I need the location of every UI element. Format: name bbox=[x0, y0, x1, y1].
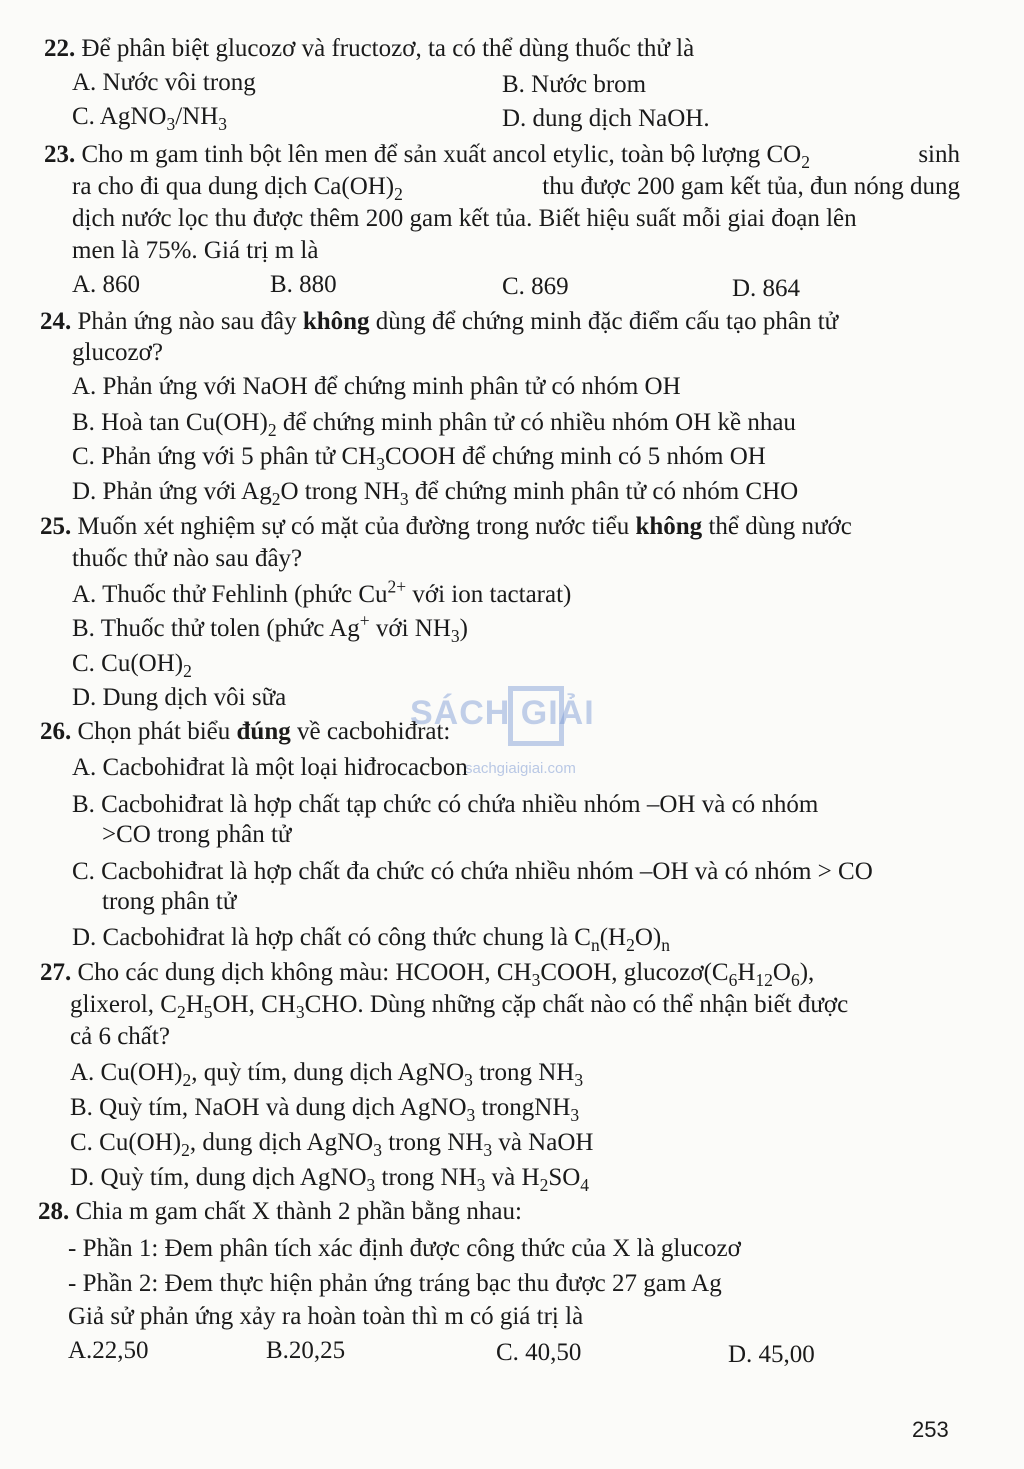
question-23-line-2: ra cho đi qua dung dịch $Ca(OH)_2$ thu được 200 gam kết tủa, đun nóng dung bbox=[72, 173, 960, 204]
option-28-b: B.20,25 bbox=[266, 1337, 346, 1364]
question-27-line-1: 27. Cho các dung dịch không màu: HCOOH, $CH_3COOH$, $glucozơ(C_6H_{12}O_6)$, bbox=[40, 959, 815, 990]
option-23-a: A. 860 bbox=[72, 271, 141, 298]
option-26-d: D. Cacbohiđrat là hợp chất có công thức chung là $C_n(H_2O)_n$ bbox=[72, 924, 671, 955]
option-22-a: A. Nước vôi trong bbox=[72, 69, 256, 96]
question-number: 24. bbox=[40, 308, 72, 335]
option-27-d: D. Quỳ tím, dung dịch AgNO$_3$ trong $NH_3$ và $H_2SO_4$ bbox=[70, 1164, 590, 1195]
question-28-part-2: - Phần 2: Đem thực hiện phản ứng tráng bạc thu được 27 gam Ag bbox=[68, 1270, 722, 1297]
question-23-line-3: dịch nước lọc thu được thêm 200 gam kết tủa. Biết hiệu suất mỗi giai đoạn lên bbox=[72, 205, 857, 232]
question-28-part-1: - Phần 1: Đem phân tích xác định được công thức của X là glucozơ bbox=[68, 1235, 741, 1262]
option-23-c: C. 869 bbox=[502, 273, 569, 300]
watermark-brand: SÁCH GIẢI bbox=[410, 694, 595, 732]
option-27-b: B. Quỳ tím, NaOH và dung dịch AgNO$_3$ trongNH$_3$ bbox=[70, 1094, 580, 1125]
option-28-a: A.22,50 bbox=[68, 1337, 149, 1364]
question-23-line-1: 23. Cho m gam tinh bột lên men để sản xuất ancol etylic, toàn bộ lượng $CO_2$ sinh bbox=[44, 141, 960, 172]
option-26-b-line-1: B. Cacbohiđrat là hợp chất tạp chức có chứa nhiều nhóm –OH và có nhóm bbox=[72, 791, 819, 818]
option-22-d: D. dung dịch NaOH. bbox=[502, 105, 710, 132]
question-23-line-4: men là 75%. Giá trị m là bbox=[72, 237, 319, 264]
question-24-line-2: glucozơ? bbox=[72, 339, 163, 366]
question-22-stem bbox=[44, 34, 694, 64]
question-number: 26. bbox=[40, 718, 72, 745]
question-25-line-2: thuốc thử nào sau đây? bbox=[72, 545, 303, 572]
option-26-c-line-1: C. Cacbohiđrat là hợp chất đa chức có chứa nhiều nhóm –OH và có nhóm > CO bbox=[72, 858, 873, 885]
option-24-a: A. Phản ứng với NaOH để chứng minh phân tử có nhóm OH bbox=[72, 373, 681, 400]
option-24-b: B. Hoà $\tan Cu(OH)_2$ để chứng minh phân tử có nhiều nhóm OH kề nhau bbox=[72, 409, 796, 440]
option-27-c: C. $Cu(OH)_2$, dung dịch AgNO$_3$ trong $NH_3$ và NaOH bbox=[70, 1129, 594, 1160]
question-27-line-3: cả 6 chất? bbox=[70, 1023, 170, 1050]
option-25-a: A. Thuốc thử Fehlinh (phức $Cu^{2+}$ với ion tactarat) bbox=[72, 576, 572, 608]
question-26-line-1: 26. Chọn phát biểu đúng về cacbohiđrat: bbox=[40, 718, 451, 745]
option-28-c: C. 40,50 bbox=[496, 1339, 582, 1366]
option-25-d: D. Dung dịch vôi sữa bbox=[72, 684, 287, 711]
option-22-c: C. $AgNO_3/NH_3$ bbox=[72, 103, 228, 134]
option-27-a: A. $Cu(OH)_2$, quỳ tím, dung dịch AgNO$_3$ trong $NH_3$ bbox=[70, 1059, 584, 1090]
option-22-b: B. Nước brom bbox=[502, 71, 647, 98]
question-27-line-2: glixerol, $C_2H_5OH$, $CH_3CHO$. Dùng những cặp chất nào có thể nhận biết được bbox=[70, 991, 849, 1022]
question-25-line-1: 25. Muốn xét nghiệm sự có mặt của đường trong nước tiểu không thể dùng nước bbox=[40, 513, 852, 540]
question-number: 28. bbox=[38, 1198, 70, 1225]
question-28-line-1: 28. Chia m gam chất X thành 2 phần bằng nhau: bbox=[38, 1198, 522, 1225]
question-text: Để phân biệt glucozơ và fructozơ, ta có thể dùng thuốc thử là bbox=[81, 35, 695, 62]
option-24-d: D. Phản ứng với $Ag_2O$ trong $NH_3$ để chứng minh phân tử có nhóm CHO bbox=[72, 478, 799, 509]
option-23-d: D. 864 bbox=[732, 275, 801, 302]
question-24-line-1: 24. Phản ứng nào sau đây không dùng để chứng minh đặc điểm cấu tạo phân tử bbox=[40, 308, 839, 335]
option-26-a: A. Cacbohiđrat là một loại hiđrocacbon bbox=[72, 754, 468, 781]
watermark-url: sachgiaigiai.com bbox=[465, 760, 576, 777]
question-number: 27. bbox=[40, 959, 72, 986]
question-number: 25. bbox=[40, 513, 72, 540]
option-23-b: B. 880 bbox=[270, 271, 337, 298]
option-25-c: C. $Cu(OH)_2$ bbox=[72, 650, 192, 681]
option-25-b: B. Thuốc thử tolen (phức Ag+ với $NH_3$) bbox=[72, 610, 468, 646]
page-number: 253 bbox=[912, 1417, 949, 1442]
option-28-d: D. 45,00 bbox=[728, 1341, 815, 1368]
question-number: 22. bbox=[44, 35, 76, 62]
option-26-b-line-2: >CO trong phân tử bbox=[102, 821, 292, 848]
question-28-line-4: Giả sử phản ứng xảy ra hoàn toàn thì m có giá trị là bbox=[68, 1303, 584, 1330]
question-number: 23. bbox=[44, 141, 76, 168]
option-24-c: C. Phản ứng với 5 phân tử $CH_3COOH$ để chứng minh có 5 nhóm OH bbox=[72, 443, 766, 474]
option-26-c-line-2: trong phân tử bbox=[102, 888, 237, 915]
